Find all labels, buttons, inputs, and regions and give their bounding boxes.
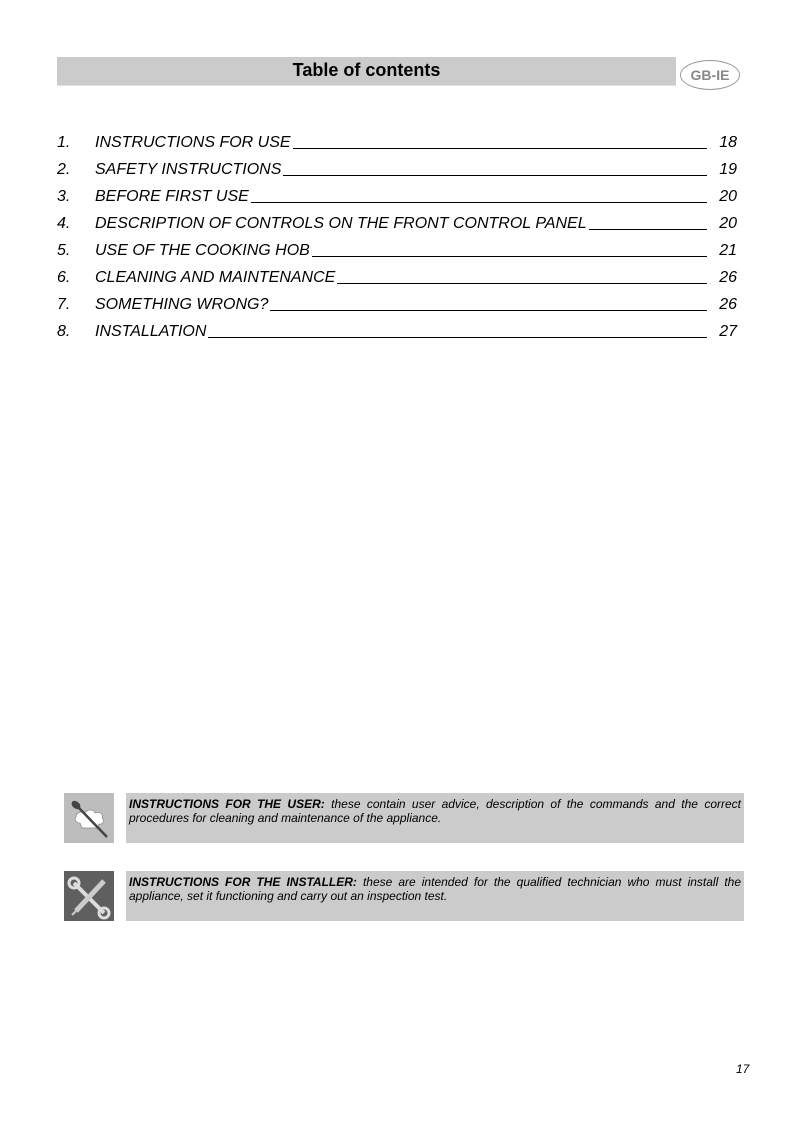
toc-page: 21	[719, 242, 737, 259]
toc-number: 3.	[57, 188, 71, 205]
toc-leader	[251, 202, 707, 203]
notice-body: these contain user advice, description of the commands and the correct procedures for cleaning and maintenance of the appliance.	[129, 797, 741, 825]
toc-entry[interactable]	[57, 188, 737, 215]
toc-entry[interactable]	[57, 161, 737, 188]
user-notice-text	[126, 793, 744, 843]
toc-number: 5.	[57, 242, 71, 259]
toc-label: CLEANING AND MAINTENANCE	[95, 269, 336, 286]
toc-page: 26	[719, 296, 737, 313]
toc-entry[interactable]	[57, 215, 737, 242]
installer-notice-text	[126, 871, 744, 921]
toc-entry[interactable]	[57, 242, 737, 269]
toc-leader	[337, 283, 707, 284]
notice-title: INSTRUCTIONS FOR THE USER:	[129, 797, 325, 811]
toc-label: SOMETHING WRONG?	[95, 296, 269, 313]
notice-body: these are intended for the qualified technician who must install the appliance, set it functioning and carry out an inspection test.	[129, 875, 741, 903]
toc-page: 20	[719, 188, 737, 205]
toc-number: 2.	[57, 161, 71, 178]
toc-number: 8.	[57, 323, 71, 340]
toc-label: BEFORE FIRST USE	[95, 188, 249, 205]
toc-number: 1.	[57, 134, 71, 151]
toc-leader	[293, 148, 707, 149]
toc-entry[interactable]	[57, 134, 737, 161]
toc-page: 19	[719, 161, 737, 178]
page-number: 17	[736, 1062, 750, 1076]
toc-label: DESCRIPTION OF CONTROLS ON THE FRONT CONTROL PANEL	[95, 215, 587, 232]
toc-leader	[283, 175, 707, 176]
toc-entry[interactable]	[57, 323, 737, 350]
user-notice	[64, 793, 744, 849]
toc-leader	[312, 256, 707, 257]
toc-page: 26	[719, 269, 737, 286]
toc-leader	[208, 337, 707, 338]
toc-page: 27	[719, 323, 737, 340]
toc-leader	[270, 310, 707, 311]
toc-entry[interactable]	[57, 269, 737, 296]
chef-spoon-icon	[64, 793, 114, 843]
page-title: Table of contents	[292, 60, 441, 80]
toc-label: SAFETY INSTRUCTIONS	[95, 161, 282, 178]
toc-number: 6.	[57, 269, 71, 286]
table-of-contents	[57, 134, 737, 350]
toc-label: USE OF THE COOKING HOB	[95, 242, 310, 259]
notice-title: INSTRUCTIONS FOR THE INSTALLER:	[129, 875, 357, 889]
toc-entry[interactable]	[57, 296, 737, 323]
toc-number: 7.	[57, 296, 71, 313]
language-badge: GB-IE	[680, 60, 740, 90]
toc-page: 18	[719, 134, 737, 151]
toc-label: INSTRUCTIONS FOR USE	[95, 134, 291, 151]
toc-page: 20	[719, 215, 737, 232]
installer-notice	[64, 871, 744, 927]
header-bar	[57, 57, 676, 86]
toc-number: 4.	[57, 215, 71, 232]
wrench-screwdriver-icon	[64, 871, 114, 921]
toc-label: INSTALLATION	[95, 323, 207, 340]
toc-leader	[589, 229, 707, 230]
